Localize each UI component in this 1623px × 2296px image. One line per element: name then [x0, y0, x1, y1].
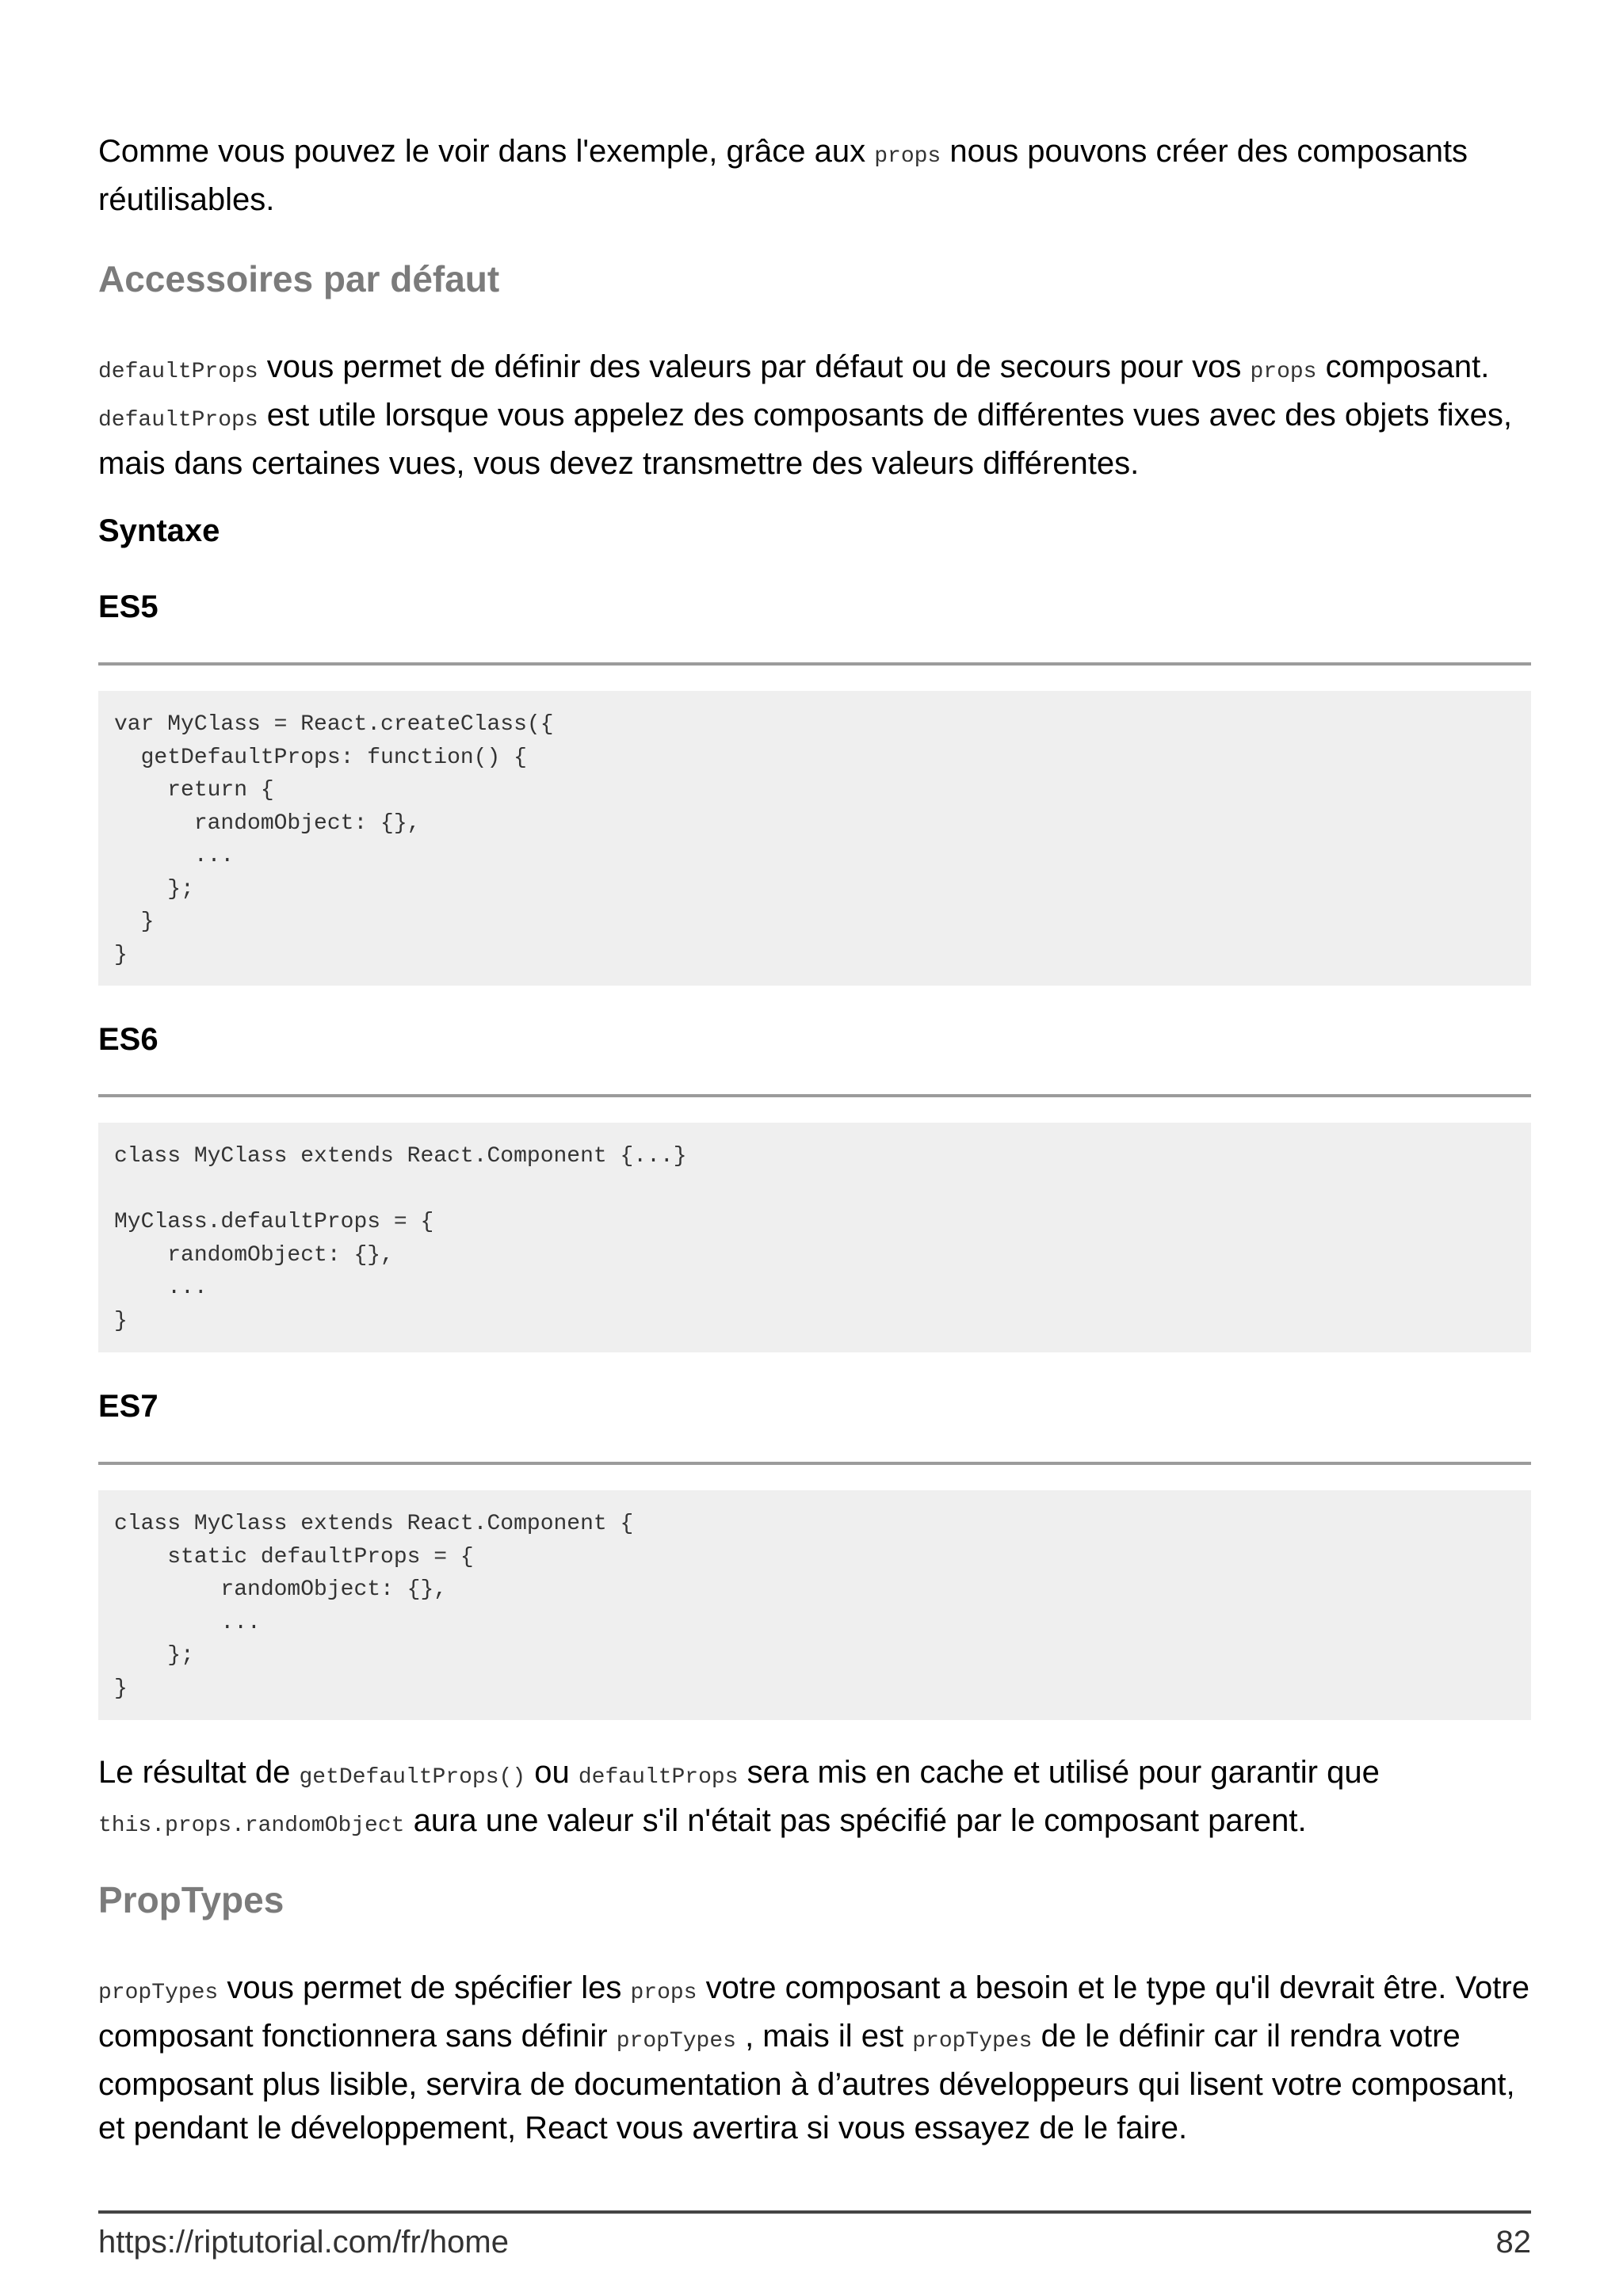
divider	[98, 1094, 1531, 1097]
text: Le résultat de	[98, 1755, 300, 1790]
es6-code-block	[98, 1123, 1531, 1352]
inline-code: props	[874, 144, 941, 169]
text: est utile lorsque vous appelez des composants de différentes vues avec des objets fixes, mais dans certaines vues, vous devez transmettre des valeurs différentes.	[98, 398, 1513, 481]
text: sera mis en cache et utilisé pour garantir que	[738, 1755, 1380, 1790]
es6-code: class MyClass extends React.Component {...} MyClass.defaultProps = { randomObject: {}, ... }	[114, 1144, 687, 1333]
text: , mais il est	[735, 2019, 913, 2054]
text: composant.	[1316, 349, 1490, 384]
inline-code: propTypes	[616, 2029, 736, 2054]
divider	[98, 662, 1531, 666]
footer-url-link[interactable]: https://riptutorial.com/fr/home	[98, 2225, 509, 2260]
inline-code: defaultProps	[98, 360, 258, 384]
es5-heading: ES5	[98, 589, 158, 624]
footer-divider	[98, 2210, 1531, 2214]
es5-code-block	[98, 691, 1531, 986]
es7-code: class MyClass extends React.Component { static defaultProps = { randomObject: {}, ... }; }	[114, 1512, 634, 1701]
inline-code: this.props.randomObject	[98, 1814, 405, 1838]
text: vous permet de définir des valeurs par défaut ou de secours pour vos	[258, 349, 1251, 384]
text: de le définir car il rendra votre composant plus lisible, servira de documentation à d’autres développeurs qui lisent votre composant, et pendant le développement, React vous avertira si vous essayez de le faire.	[98, 2019, 1515, 2145]
es6-heading: ES6	[98, 1022, 158, 1057]
intro-paragraph	[98, 130, 1531, 222]
section-heading-proptypes: PropTypes	[98, 1879, 285, 1920]
divider	[98, 1462, 1531, 1465]
inline-code: propTypes	[912, 2029, 1033, 2054]
inline-code: props	[1250, 360, 1317, 384]
es7-heading: ES7	[98, 1389, 158, 1424]
section-heading-default-props: Accessoires par défaut	[98, 258, 500, 299]
inline-code: getDefaultProps()	[299, 1765, 526, 1790]
result-paragraph	[98, 1751, 1531, 1848]
text: votre composant a besoin et le type qu'il devrait être. Votre composant fonctionnera sans définir	[98, 1970, 1529, 2054]
syntax-heading: Syntaxe	[98, 513, 220, 548]
page-number: 82	[1495, 2225, 1531, 2260]
inline-code: defaultProps	[98, 408, 258, 433]
default-props-paragraph	[98, 345, 1531, 486]
inline-code: defaultProps	[578, 1765, 739, 1790]
text: nous pouvons créer des composants réutilisables.	[98, 134, 1468, 217]
text: aura une valeur s'il n'était pas spécifié par le composant parent.	[404, 1803, 1307, 1838]
text: Comme vous pouvez le voir dans l'exemple, grâce aux	[98, 134, 875, 169]
es7-code-block	[98, 1490, 1531, 1720]
inline-code: propTypes	[98, 1981, 219, 2005]
text: ou	[525, 1755, 579, 1790]
text: vous permet de spécifier les	[218, 1970, 631, 2005]
es5-code: var MyClass = React.createClass({ getDefaultProps: function() { return { randomObject: {}, ... }; } }	[114, 712, 554, 967]
proptypes-paragraph	[98, 1966, 1531, 2150]
inline-code: props	[630, 1981, 697, 2005]
